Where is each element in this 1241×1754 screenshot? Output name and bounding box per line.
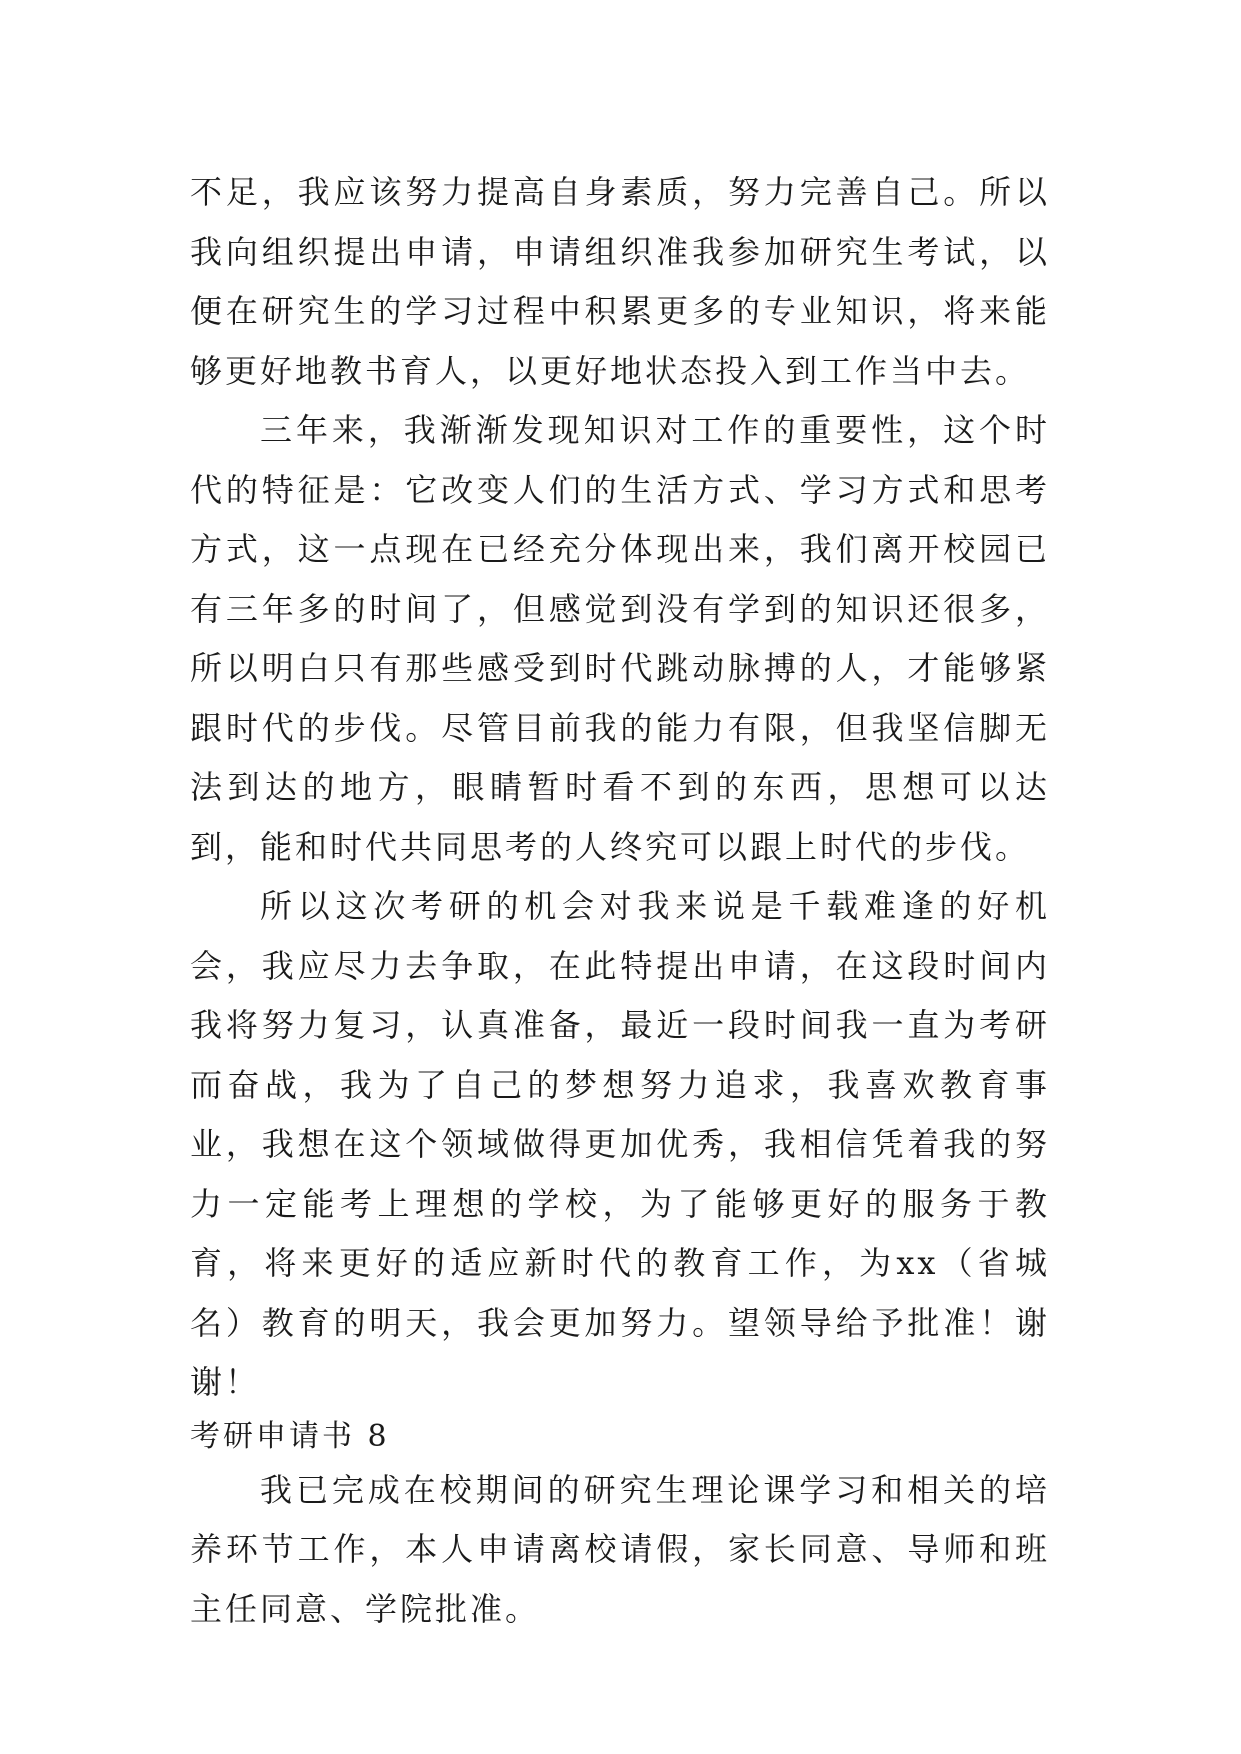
paragraph-4: 我已完成在校期间的研究生理论课学习和相关的培养环节工作，本人申请离校请假，家长同意、导师和班主任同意、学院批准。: [190, 1470, 1050, 1628]
paragraph-2: 三年来，我渐渐发现知识对工作的重要性，这个时代的特征是：它改变人们的生活方式、学习方式和思考方式，这一点现在已经充分体现出来，我们离开校园已有三年多的时间了，但感觉到没有学到的知识还很多，所以明白只有那些感受到时代跳动脉搏的人，才能够紧跟时代的步伐。尽管目前我的能力有限，但我坚信脚无法到达的地方，眼睛暂时看不到的东西，思想可以达到，能和时代共同思考的人终究可以跟上时代的步伐。: [190, 411, 1050, 866]
paragraph-3: 所以这次考研的机会对我来说是千载难逢的好机会，我应尽力去争取，在此特提出申请，在这段时间内我将努力复习，认真准备，最近一段时间我一直为考研而奋战，我为了自己的梦想努力追求，我喜欢教育事业，我想在这个领域做得更加优秀，我相信凭着我的努力一定能考上理想的学校，为了能够更好的服务于教育，将来更好的适应新时代的教育工作，为xx（省城名）教育的明天，我会更加努力。望领导给予批准！谢谢！: [190, 887, 1050, 1401]
section-heading: 考研申请书 8: [190, 1418, 390, 1454]
document-body: [190, 163, 1050, 1639]
paragraph-1: 不足，我应该努力提高自身素质，努力完善自己。所以我向组织提出申请，申请组织准我参加研究生考试，以便在研究生的学习过程中积累更多的专业知识，将来能够更好地教书育人，以更好地状态投入到工作当中去。: [190, 173, 1050, 390]
